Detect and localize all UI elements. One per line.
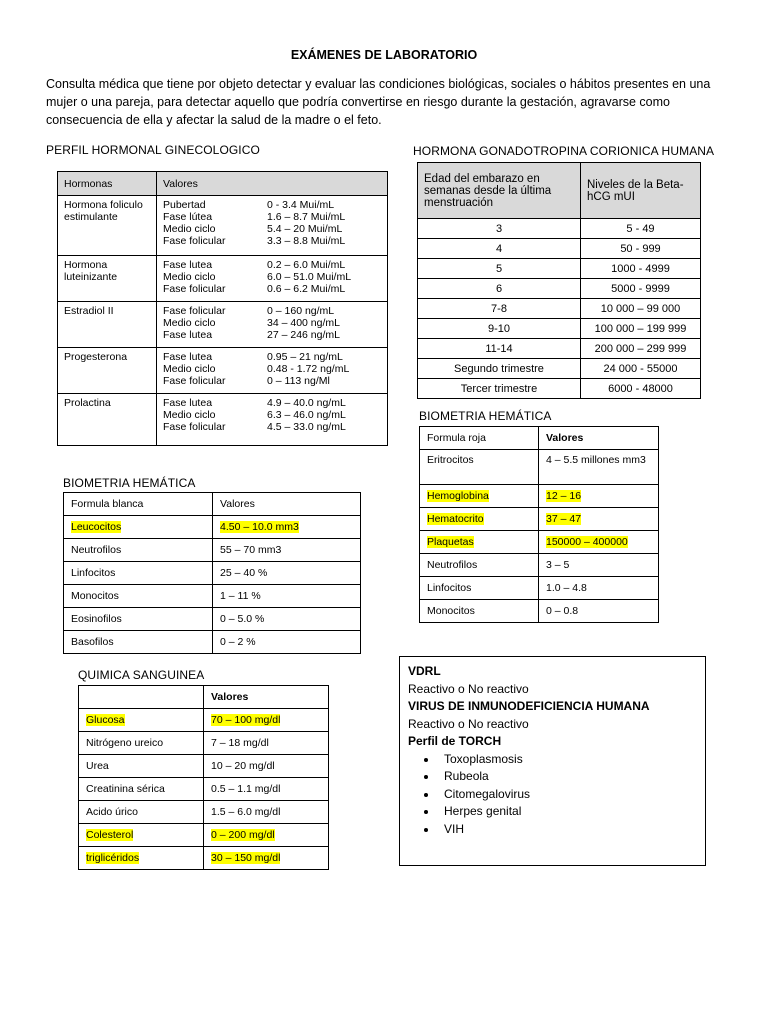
section-title-hcg: HORMONA GONADOTROPINA CORIONICA HUMANA (413, 144, 715, 158)
section-title-biometria-roja: BIOMETRIA HEMÁTICA (419, 409, 552, 423)
test-value: 3 – 5 (539, 554, 659, 577)
hormone-values: Fase lutea 4.9 – 40.0 ng/mL Medio ciclo 6.3 – 46.0 ng/mL Fase folicular 4.5 – 33.0 ng/mL (157, 394, 388, 446)
hormonal-table (57, 171, 388, 446)
test-value: 0 – 5.0 % (213, 608, 361, 631)
list-item: • Rubeola (438, 768, 697, 786)
header-valores: Valores (539, 427, 659, 450)
header-valores: Valores (204, 686, 329, 709)
test-value: 7 – 18 mg/dl (204, 732, 329, 755)
list-item: • Citomegalovirus (438, 786, 697, 804)
list-item: • Toxoplasmosis (438, 751, 697, 769)
intro-paragraph: Consulta médica que tiene por objeto detectar y evaluar las condiciones biológicas, sociales o hábitos presentes en una mujer o una pareja, para detectar aquello que podría convertirse en riesgo durante la gestación, agravarse como consecuencia de ella y afectar la salud de la madre o el feto. (46, 77, 711, 127)
test-value: 0.5 – 1.1 mg/dl (204, 778, 329, 801)
hormone-name: Progesterona (58, 348, 157, 394)
test-value: 150000 – 400000 (539, 531, 659, 554)
section-title-biometria-blanca: BIOMETRIA HEMÁTICA (63, 476, 196, 490)
test-name: Neutrofilos (420, 554, 539, 577)
hcg-level: 200 000 – 299 999 (581, 339, 701, 359)
header-formula-roja: Formula roja (420, 427, 539, 450)
test-value: 0 – 200 mg/dl (204, 824, 329, 847)
hcg-week: Tercer trimestre (418, 379, 581, 399)
hormone-name: Prolactina (58, 394, 157, 446)
header-valores: Valores (213, 493, 361, 516)
test-name: Hematocrito (420, 508, 539, 531)
test-name: Linfocitos (420, 577, 539, 600)
test-value: 0 – 0.8 (539, 600, 659, 623)
torch-title: Perfil de TORCH (408, 734, 502, 748)
hcg-level: 5 - 49 (581, 219, 701, 239)
hcg-week: 9-10 (418, 319, 581, 339)
test-value: 70 – 100 mg/dl (204, 709, 329, 732)
biometria-blanca-table (63, 492, 361, 654)
test-value: 1.0 – 4.8 (539, 577, 659, 600)
header-hormonas: Hormonas (58, 172, 157, 196)
list-item: • Herpes genital (438, 803, 697, 821)
vdrl-title: VDRL (408, 664, 441, 678)
vih-text: Reactivo o No reactivo (408, 716, 529, 731)
test-value: 4 – 5.5 millones mm3 (539, 450, 659, 485)
header-edad: Edad del embarazo en semanas desde la última menstruación (418, 163, 581, 219)
list-item: • VIH (438, 821, 697, 839)
test-value: 37 – 47 (539, 508, 659, 531)
test-name: Linfocitos (64, 562, 213, 585)
hcg-week: 11-14 (418, 339, 581, 359)
test-name: Basofilos (64, 631, 213, 654)
page-title: EXÁMENES DE LABORATORIO (290, 48, 478, 62)
header-valores: Valores (157, 172, 388, 196)
test-name: Plaquetas (420, 531, 539, 554)
serology-box (399, 656, 706, 866)
hcg-level: 10 000 – 99 000 (581, 299, 701, 319)
test-name: Glucosa (79, 709, 204, 732)
test-name: Eritrocitos (420, 450, 539, 485)
hcg-level: 100 000 – 199 999 (581, 319, 701, 339)
test-value: 55 – 70 mm3 (213, 539, 361, 562)
section-title-hormonal: PERFIL HORMONAL GINECOLOGICO (46, 143, 260, 157)
test-value: 12 – 16 (539, 485, 659, 508)
vih-title: VIRUS DE INMUNODEFICIENCIA HUMANA (408, 699, 650, 713)
test-name: Urea (79, 755, 204, 778)
test-value: 0 – 2 % (213, 631, 361, 654)
test-name: Eosinofilos (64, 608, 213, 631)
header-niveles: Niveles de la Beta-hCG mUI (581, 163, 701, 219)
test-name: Monocitos (64, 585, 213, 608)
torch-list (408, 751, 697, 839)
test-name: Acido úrico (79, 801, 204, 824)
hormone-name: Hormona luteinizante (58, 256, 157, 302)
test-name: triglicéridos (79, 847, 204, 870)
hcg-week: 7-8 (418, 299, 581, 319)
hcg-week: 6 (418, 279, 581, 299)
test-value: 4.50 – 10.0 mm3 (213, 516, 361, 539)
test-name: Hemoglobina (420, 485, 539, 508)
header-formula-blanca: Formula blanca (64, 493, 213, 516)
hcg-level: 24 000 - 55000 (581, 359, 701, 379)
test-value: 30 – 150 mg/dl (204, 847, 329, 870)
hcg-week: Segundo trimestre (418, 359, 581, 379)
header-blank (79, 686, 204, 709)
hormone-values: Pubertad 0 - 3.4 Mui/mL Fase lútea 1.6 – 8.7 Mui/mL Medio ciclo 5.4 – 20 Mui/mL Fase folicular 3.3 – 8.8 Mui/mL (157, 196, 388, 256)
quimica-table (78, 685, 329, 870)
test-name: Creatinina sérica (79, 778, 204, 801)
test-value: 1.5 – 6.0 mg/dl (204, 801, 329, 824)
test-value: 1 – 11 % (213, 585, 361, 608)
hcg-week: 3 (418, 219, 581, 239)
test-name: Monocitos (420, 600, 539, 623)
biometria-roja-table (419, 426, 659, 623)
section-title-quimica: QUIMICA SANGUINEA (78, 668, 205, 682)
hormone-values: Fase folicular 0 – 160 ng/mL Medio ciclo 34 – 400 ng/mL Fase lutea 27 – 246 ng/mL (157, 302, 388, 348)
hcg-week: 4 (418, 239, 581, 259)
hormone-name: Estradiol II (58, 302, 157, 348)
hcg-level: 6000 - 48000 (581, 379, 701, 399)
hcg-level: 5000 - 9999 (581, 279, 701, 299)
test-name: Neutrofilos (64, 539, 213, 562)
test-name: Colesterol (79, 824, 204, 847)
hormone-values: Fase lutea 0.95 – 21 ng/mL Medio ciclo 0.48 - 1.72 ng/mL Fase folicular 0 – 113 ng/Ml (157, 348, 388, 394)
vdrl-text: Reactivo o No reactivo (408, 681, 529, 696)
hcg-week: 5 (418, 259, 581, 279)
test-name: Nitrógeno ureico (79, 732, 204, 755)
hormone-name: Hormona foliculo estimulante (58, 196, 157, 256)
hcg-level: 50 - 999 (581, 239, 701, 259)
test-value: 10 – 20 mg/dl (204, 755, 329, 778)
test-name: Leucocitos (64, 516, 213, 539)
hcg-level: 1000 - 4999 (581, 259, 701, 279)
hcg-table (417, 162, 701, 399)
hormone-values: Fase lutea 0.2 – 6.0 Mui/mL Medio ciclo 6.0 – 51.0 Mui/mL Fase folicular 0.6 – 6.2 Mui/mL (157, 256, 388, 302)
test-value: 25 – 40 % (213, 562, 361, 585)
